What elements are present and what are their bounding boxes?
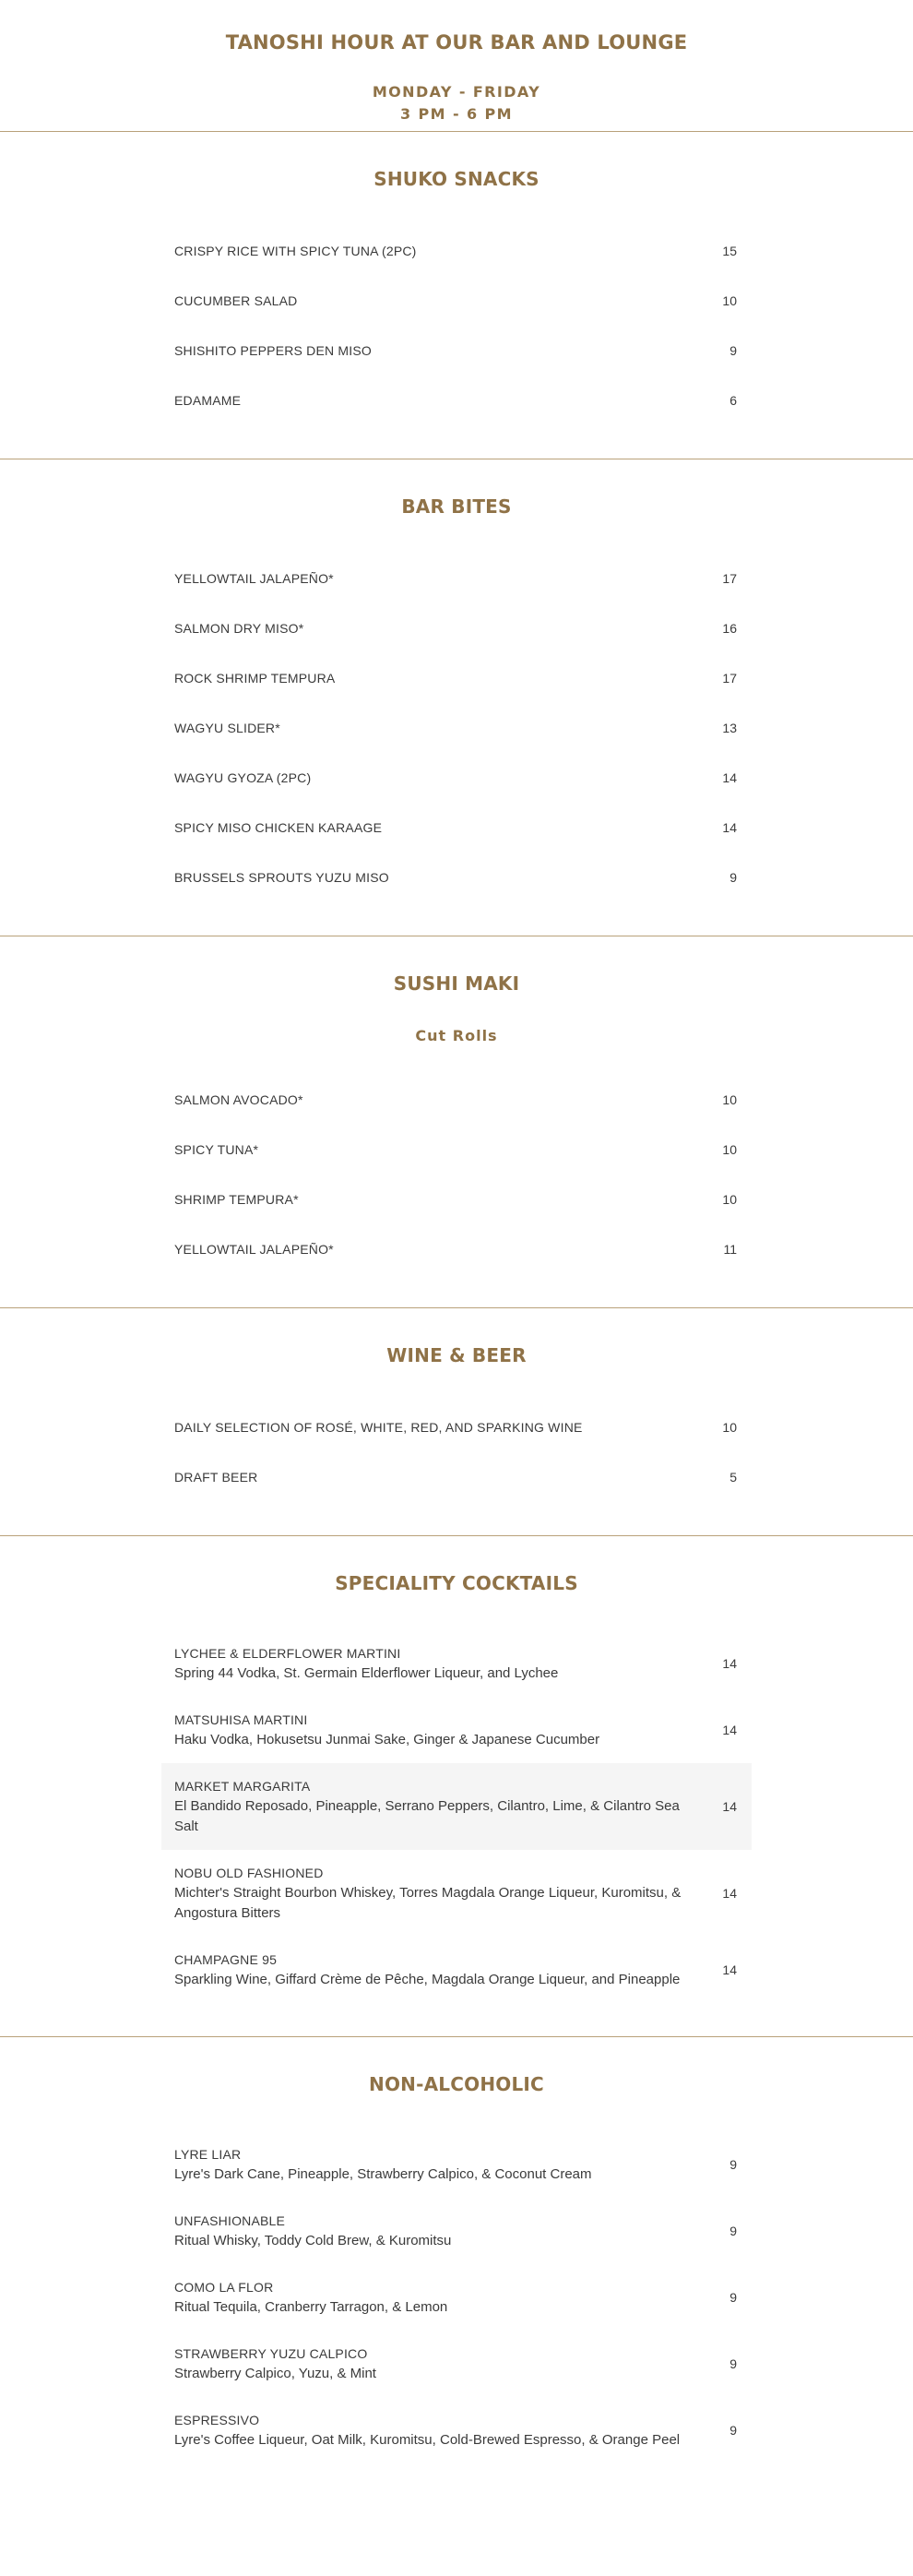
menu-item xyxy=(161,326,752,376)
menu-header xyxy=(0,0,913,131)
section-title: BAR BITES xyxy=(401,495,512,518)
menu-item-name: CRISPY RICE WITH SPICY TUNA (2PC) xyxy=(174,244,417,258)
section-subtitle: Cut Rolls xyxy=(415,1027,498,1044)
menu-item xyxy=(161,1630,752,1697)
menu-item-name: CHAMPAGNE 95 xyxy=(174,1952,278,1967)
menu-item xyxy=(161,1075,752,1125)
menu-item-price: 14 xyxy=(722,1886,737,1901)
menu-item-description: Spring 44 Vodka, St. Germain Elderflower Liqueur, and Lychee xyxy=(174,1665,559,1681)
menu-item-name: UNFASHIONABLE xyxy=(174,2213,286,2228)
menu-item xyxy=(161,1402,752,1452)
menu-item-text xyxy=(174,768,709,788)
menu-item-name: SHRIMP TEMPURA* xyxy=(174,1192,299,1207)
menu-item-price: 10 xyxy=(722,1192,737,1207)
menu-item-name: SPICY MISO CHICKEN KARAAGE xyxy=(174,820,383,835)
menu-item-text xyxy=(174,1710,709,1750)
menu-item xyxy=(161,603,752,653)
menu-item-name: SPICY TUNA* xyxy=(174,1142,259,1157)
menu-section xyxy=(0,1535,913,2036)
menu-item-price: 13 xyxy=(722,721,737,735)
menu-section xyxy=(0,131,913,459)
page-title: TANOSHI HOUR AT OUR BAR AND LOUNGE xyxy=(225,31,688,54)
schedule-hours: 3 PM - 6 PM xyxy=(400,105,513,123)
menu-item-price: 14 xyxy=(722,1656,737,1671)
menu-item-description: Ritual Tequila, Cranberry Tarragon, & Lemon xyxy=(174,2299,448,2315)
menu-item-description: Strawberry Calpico, Yuzu, & Mint xyxy=(174,2366,376,2381)
menu-item-price: 11 xyxy=(723,1242,737,1257)
menu-item xyxy=(161,554,752,603)
menu-item-text xyxy=(174,390,709,411)
menu-item-list xyxy=(161,1402,752,1502)
menu-item xyxy=(161,753,752,803)
menu-item-description: El Bandido Reposado, Pineapple, Serrano Peppers, Cilantro, Lime, & Cilantro Sea Salt xyxy=(174,1798,680,1834)
schedule xyxy=(0,81,913,125)
menu-section xyxy=(0,459,913,936)
menu-item xyxy=(161,1763,752,1850)
menu-item-description: Ritual Whisky, Toddy Cold Brew, & Kuromitsu xyxy=(174,2233,452,2248)
menu-item-name: DAILY SELECTION OF ROSÉ, WHITE, RED, AND SPARKING WINE xyxy=(174,1420,583,1435)
menu-item-name: SALMON DRY MISO* xyxy=(174,621,304,636)
menu-item-text xyxy=(174,340,709,361)
menu-item-name: WAGYU SLIDER* xyxy=(174,721,280,735)
menu-item-price: 9 xyxy=(729,2224,737,2238)
menu-item-price: 9 xyxy=(729,2290,737,2305)
menu-item-price: 14 xyxy=(722,770,737,785)
menu-section xyxy=(0,936,913,1307)
section-title: SPECIALITY COCKTAILS xyxy=(335,1572,578,1594)
menu-item-price: 17 xyxy=(722,571,737,586)
menu-item-name: LYRE LIAR xyxy=(174,2147,242,2162)
menu-item-text xyxy=(174,1417,709,1437)
menu-item-name: WAGYU GYOZA (2PC) xyxy=(174,770,312,785)
menu-item xyxy=(161,1452,752,1502)
menu-item xyxy=(161,2131,752,2198)
menu-item-price: 14 xyxy=(722,1723,737,1737)
menu-item-text xyxy=(174,1239,709,1259)
menu-item-name: LYCHEE & ELDERFLOWER MARTINI xyxy=(174,1646,401,1661)
menu-item-list xyxy=(161,1630,752,2003)
menu-item-name: MATSUHISA MARTINI xyxy=(174,1712,308,1727)
menu-item-text xyxy=(174,1139,709,1160)
menu-item xyxy=(161,1224,752,1274)
menu-item xyxy=(161,1697,752,1763)
menu-item-price: 10 xyxy=(722,1092,737,1107)
menu-item-name: BRUSSELS SPROUTS YUZU MISO xyxy=(174,870,389,885)
menu-item-price: 5 xyxy=(729,1470,737,1485)
menu-item-price: 15 xyxy=(722,244,737,258)
menu-item-text xyxy=(174,1863,709,1924)
menu-item xyxy=(161,376,752,425)
menu-item-description: Michter's Straight Bourbon Whiskey, Torres Magdala Orange Liqueur, Kuromitsu, & Angostura Bitters xyxy=(174,1885,682,1921)
menu-item-name: EDAMAME xyxy=(174,393,242,408)
section-title: SUSHI MAKI xyxy=(393,972,520,995)
menu-section xyxy=(0,1307,913,1535)
menu-item-price: 14 xyxy=(722,1962,737,1977)
menu-item xyxy=(161,653,752,703)
menu-item-text xyxy=(174,2277,709,2318)
menu-item-price: 9 xyxy=(729,343,737,358)
menu-item xyxy=(161,853,752,902)
menu-item xyxy=(161,2397,752,2463)
menu-item-name: MARKET MARGARITA xyxy=(174,1779,311,1794)
menu-item-text xyxy=(174,568,709,589)
menu-item xyxy=(161,1175,752,1224)
menu-item-name: ROCK SHRIMP TEMPURA xyxy=(174,671,336,686)
section-title: WINE & BEER xyxy=(386,1344,527,1366)
menu-item-description: Lyre's Dark Cane, Pineapple, Strawberry Calpico, & Coconut Cream xyxy=(174,2166,592,2182)
menu-item-text xyxy=(174,291,709,311)
menu-item-text xyxy=(174,1189,709,1210)
menu-item-price: 14 xyxy=(722,1799,737,1814)
menu-item-price: 9 xyxy=(729,2423,737,2438)
menu-item-list xyxy=(161,226,752,425)
menu-item-name: DRAFT BEER xyxy=(174,1470,258,1485)
menu-item-description: Lyre's Coffee Liqueur, Oat Milk, Kuromitsu, Cold-Brewed Espresso, & Orange Peel xyxy=(174,2432,681,2448)
menu-item xyxy=(161,703,752,753)
menu-item-price: 9 xyxy=(729,2157,737,2172)
menu-item-list xyxy=(161,2131,752,2463)
menu-item-text xyxy=(174,2343,709,2384)
menu-item-text xyxy=(174,2144,709,2185)
menu-item-price: 14 xyxy=(722,820,737,835)
menu-item xyxy=(161,2264,752,2331)
menu-item-text xyxy=(174,718,709,738)
menu-item xyxy=(161,276,752,326)
menu-item-name: YELLOWTAIL JALAPEÑO* xyxy=(174,1242,334,1257)
menu-item-text xyxy=(174,2410,709,2451)
menu-section xyxy=(0,2036,913,2497)
menu-item-price: 10 xyxy=(722,293,737,308)
menu-item-list xyxy=(161,554,752,902)
menu-item-name: CUCUMBER SALAD xyxy=(174,293,298,308)
menu-item xyxy=(161,1937,752,2003)
menu-item-name: SALMON AVOCADO* xyxy=(174,1092,303,1107)
menu-item-name: YELLOWTAIL JALAPEÑO* xyxy=(174,571,334,586)
menu-item-text xyxy=(174,1467,709,1487)
menu-item-description: Haku Vodka, Hokusetsu Junmai Sake, Ginger & Japanese Cucumber xyxy=(174,1732,600,1747)
section-title: SHUKO SNACKS xyxy=(374,168,540,190)
menu-item xyxy=(161,2198,752,2264)
menu-item-name: COMO LA FLOR xyxy=(174,2280,274,2295)
menu-item-price: 9 xyxy=(729,2356,737,2371)
schedule-days: MONDAY - FRIDAY xyxy=(372,83,541,101)
menu-item-name: NOBU OLD FASHIONED xyxy=(174,1866,324,1880)
menu-item-text xyxy=(174,618,709,638)
menu-item xyxy=(161,226,752,276)
menu-item-name: STRAWBERRY YUZU CALPICO xyxy=(174,2346,368,2361)
menu-item-name: SHISHITO PEPPERS DEN MISO xyxy=(174,343,373,358)
section-title: NON-ALCOHOLIC xyxy=(369,2073,544,2095)
menu-item-price: 17 xyxy=(722,671,737,686)
menu-item-text xyxy=(174,1643,709,1684)
menu-item xyxy=(161,2331,752,2397)
menu-item-description: Sparkling Wine, Giffard Crème de Pêche, Magdala Orange Liqueur, and Pineapple xyxy=(174,1972,681,1987)
menu-item xyxy=(161,1850,752,1937)
menu-item xyxy=(161,1125,752,1175)
menu-item-text xyxy=(174,2211,709,2251)
menu-item xyxy=(161,803,752,853)
menu-item-text xyxy=(174,867,709,888)
menu-item-text xyxy=(174,668,709,688)
menu-item-text xyxy=(174,817,709,838)
menu-item-text xyxy=(174,1950,709,1990)
menu-item-price: 6 xyxy=(729,393,737,408)
menu-item-text xyxy=(174,1090,709,1110)
menu-item-name: ESPRESSIVO xyxy=(174,2413,260,2427)
menu-item-text xyxy=(174,241,709,261)
menu-content xyxy=(0,131,913,2497)
menu-item-price: 16 xyxy=(722,621,737,636)
menu-item-price: 9 xyxy=(729,870,737,885)
menu-item-list xyxy=(161,1075,752,1274)
menu-item-text xyxy=(174,1776,709,1837)
menu-item-price: 10 xyxy=(722,1420,737,1435)
menu-item-price: 10 xyxy=(722,1142,737,1157)
